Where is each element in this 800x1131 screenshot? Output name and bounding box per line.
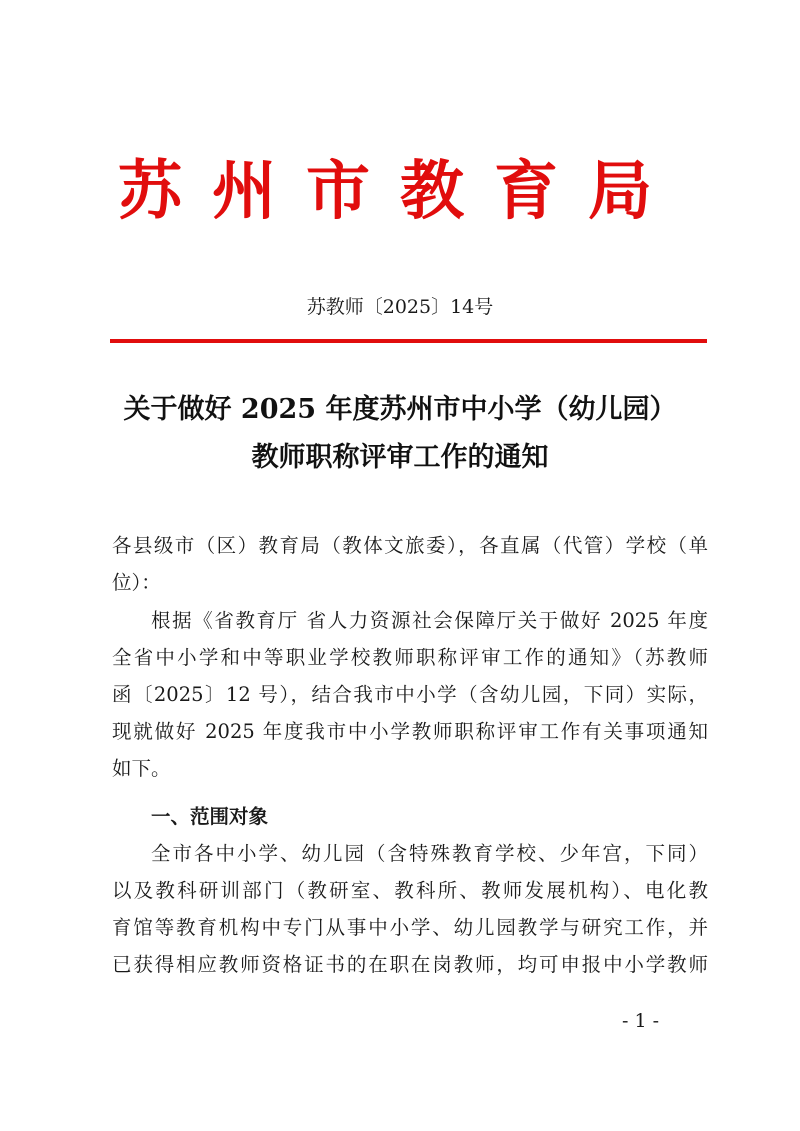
- notice-title-line: 关于做好 2025 年度苏州市中小学（幼儿园）: [123, 394, 677, 425]
- agency-header-title: 苏州市教育局: [118, 154, 682, 229]
- red-divider-line: [110, 339, 707, 343]
- salutation-line: 位）：: [112, 571, 161, 594]
- paragraph-line: 全市各中小学、幼儿园（含特殊教育学校、少年宫，下同）: [151, 842, 708, 865]
- paragraph-basis: [112, 602, 708, 787]
- page-number: - 1 -: [622, 1010, 660, 1032]
- paragraph-line: 育馆等教育机构中专门从事中小学、幼儿园教学与研究工作，并: [112, 916, 708, 939]
- paragraph-scope: [112, 835, 708, 983]
- paragraph-line: 现就做好 2025 年度我市中小学教师职称评审工作有关事项通知: [112, 720, 708, 743]
- salutation: [112, 527, 708, 601]
- salutation-line: 各县级市（区）教育局（教体文旅委），各直属（代管）学校（单: [112, 534, 708, 557]
- section-heading: 一、范围对象: [151, 805, 269, 828]
- paragraph-line: 已获得相应教师资格证书的在职在岗教师，均可申报中小学教师: [112, 953, 708, 976]
- document-number: 苏教师〔2025〕14号: [306, 296, 494, 318]
- notice-title-line: 教师职称评审工作的通知: [251, 442, 549, 473]
- paragraph-line: 函〔2025〕12 号），结合我市中小学（含幼儿园，下同）实际，: [112, 683, 708, 706]
- paragraph-line: 根据《省教育厅 省人力资源社会保障厅关于做好 2025 年度: [151, 609, 708, 632]
- paragraph-line: 如下。: [112, 757, 171, 780]
- paragraph-line: 以及教科研训部门（教研室、教科所、教师发展机构）、电化教: [112, 879, 708, 902]
- paragraph-line: 全省中小学和中等职业学校教师职称评审工作的通知》（苏教师: [112, 646, 708, 669]
- notice-title: [90, 386, 710, 482]
